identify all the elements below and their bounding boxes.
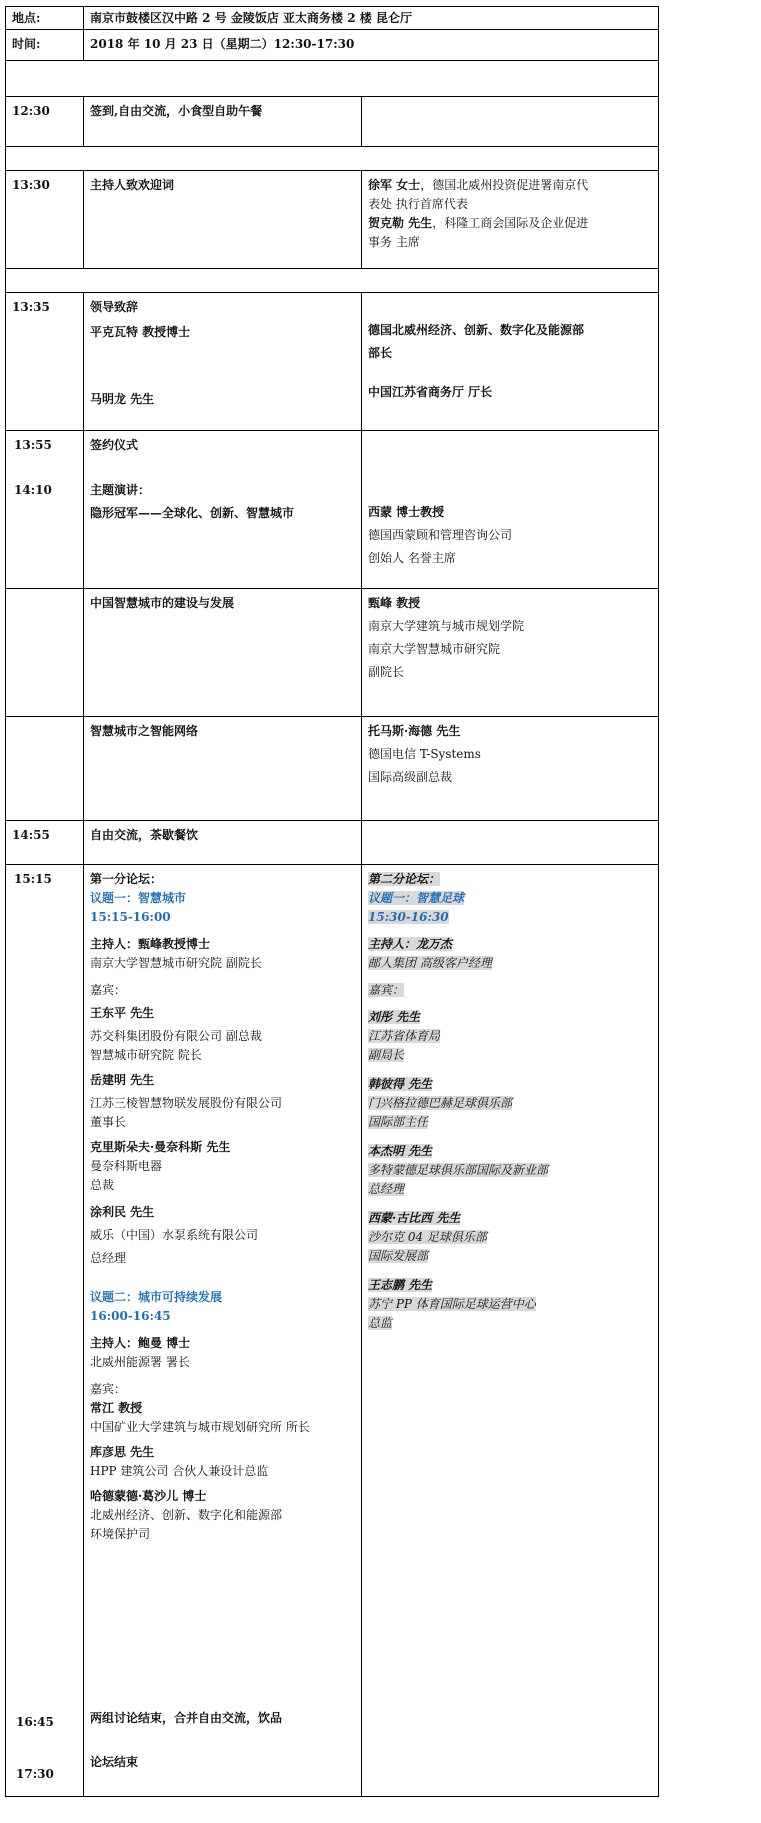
- item-cell: 主持人致欢迎词: [84, 171, 362, 269]
- agenda-row-smart-network: [6, 717, 659, 821]
- item-title: 签约仪式: [90, 438, 139, 452]
- time-value: 13:55: [14, 438, 52, 452]
- person-desc: 表处 执行首席代表: [368, 197, 468, 211]
- person-cell: [362, 171, 659, 269]
- person-desc: 事务 主席: [368, 235, 420, 249]
- item-cell: 智慧城市之智能网络: [84, 717, 362, 821]
- host2-name: 主持人：鲍曼 博士: [90, 1336, 191, 1350]
- person-cell: [362, 97, 659, 147]
- item-cell: [84, 431, 362, 589]
- person-cell: [362, 821, 659, 865]
- time-cell: [6, 865, 84, 1797]
- guest-name: 刘彤 先生: [368, 1010, 421, 1024]
- forum2-host: 主持人：龙万杰: [368, 937, 453, 951]
- guest-name: 涂利民 先生: [90, 1205, 155, 1219]
- guest-name: 王志鹏 先生: [368, 1278, 433, 1292]
- topic2-title: 议题二：城市可持续发展: [90, 1290, 223, 1304]
- speaker-role: 部长: [368, 346, 393, 360]
- time-cell: [6, 431, 84, 589]
- guest-desc: 国际发展部: [368, 1249, 429, 1263]
- guest-desc: 总监: [368, 1316, 393, 1330]
- location-value: 南京市鼓楼区汉中路 2 号 金陵饭店 亚太商务楼 2 楼 昆仑厅: [84, 7, 659, 30]
- time-label: 时间:: [6, 30, 84, 61]
- host1-desc: 南京大学智慧城市研究院 副院长: [90, 956, 262, 970]
- guests1-label: 嘉宾：: [90, 983, 127, 997]
- speaker-name: 马明龙 先生: [90, 392, 155, 406]
- item-cell: [84, 293, 362, 431]
- agenda-row-1455: [6, 821, 659, 865]
- forum2-host-desc: 邮人集团 高级客户经理: [368, 956, 492, 970]
- closing-discussion: 两组讨论结束，合并自由交流，饮品: [90, 1711, 283, 1725]
- guest-name: 王东平 先生: [90, 1006, 155, 1020]
- guest-desc: 中国矿业大学建筑与城市规划研究所 所长: [90, 1420, 310, 1434]
- time-cell: 13:30: [6, 171, 84, 269]
- guest-desc: 董事长: [90, 1115, 127, 1129]
- spacer-row: [6, 61, 659, 97]
- guest-desc: 北威州经济、创新、数字化和能源部: [90, 1508, 283, 1522]
- location-label: 地点:: [6, 7, 84, 30]
- person-cell: [362, 431, 659, 589]
- person-name: 西蒙 博士教授: [368, 505, 445, 519]
- topic1-title: 议题一：智慧城市: [90, 891, 187, 905]
- item-cell: 签到,自由交流，小食型自助午餐: [84, 97, 362, 147]
- item-title: 主题演讲：: [90, 483, 151, 497]
- item-title: 隐形冠军——全球化、创新、智慧城市: [90, 506, 295, 520]
- speaker-role: 德国北威州经济、创新、数字化及能源部: [368, 323, 585, 337]
- time-value: 17:30: [16, 1767, 54, 1781]
- person-desc: 南京大学智慧城市研究院: [368, 642, 501, 656]
- speaker-name: 平克瓦特 教授博士: [90, 325, 191, 339]
- time-value: 14:10: [14, 483, 52, 497]
- guest-desc: 门兴格拉德巴赫足球俱乐部: [368, 1096, 513, 1110]
- host1-name: 主持人：甄峰教授博士: [90, 937, 211, 951]
- guest-name: 岳建明 先生: [90, 1073, 155, 1087]
- guest-desc: 苏宁 PP 体育国际足球运营中心: [368, 1297, 536, 1311]
- guest-desc: 总经理: [90, 1251, 127, 1265]
- guest-desc: 沙尔克 04 足球俱乐部: [368, 1230, 487, 1244]
- time-row: [6, 30, 659, 61]
- agenda-row-1355: [6, 431, 659, 589]
- time-value: 15:15: [14, 872, 52, 886]
- time-value: 2018 年 10 月 23 日（星期二）12:30-17:30: [84, 30, 659, 61]
- time-cell: 13:35: [6, 293, 84, 431]
- agenda-row-1335: [6, 293, 659, 431]
- guest-desc: 威乐（中国）水泵系统有限公司: [90, 1228, 259, 1242]
- forum2-cell: [362, 865, 659, 1797]
- topic2-time: 16:00-16:45: [90, 1309, 171, 1323]
- person-cell: [362, 717, 659, 821]
- person-desc: 德国西蒙顾和管理咨询公司: [368, 528, 513, 542]
- person-desc: 德国电信 T-Systems: [368, 747, 481, 761]
- guest-desc: 江苏三棱智慧物联发展股份有限公司: [90, 1096, 283, 1110]
- guest-name: 韩彼得 先生: [368, 1077, 433, 1091]
- agenda-row-1230: [6, 97, 659, 147]
- guest-desc: 江苏省体育局: [368, 1029, 441, 1043]
- item-cell: 自由交流，茶歇餐饮: [84, 821, 362, 865]
- time-value: 16:45: [16, 1715, 54, 1729]
- guests2-label: 嘉宾：: [90, 1382, 127, 1396]
- person-cell: [362, 293, 659, 431]
- guest-name: 本杰明 先生: [368, 1144, 433, 1158]
- guest-desc: 环境保护司: [90, 1527, 151, 1541]
- forum2-topic: 议题一：智慧足球: [368, 891, 465, 905]
- spacer-row: [6, 147, 659, 171]
- topic1-time: 15:15-16:00: [90, 910, 171, 924]
- time-cell: 12:30: [6, 97, 84, 147]
- location-row: [6, 7, 659, 30]
- person-desc: 南京大学建筑与城市规划学院: [368, 619, 525, 633]
- time-cell: [6, 717, 84, 821]
- guest-desc: 国际部主任: [368, 1115, 429, 1129]
- person-name: 甄峰 教授: [368, 596, 421, 610]
- guest-desc: 苏交科集团股份有限公司 副总裁: [90, 1029, 262, 1043]
- guest-desc: 曼奈科斯电器: [90, 1159, 163, 1173]
- guest-desc: 智慧城市研究院 院长: [90, 1048, 202, 1062]
- item-cell: 中国智慧城市的建设与发展: [84, 589, 362, 717]
- person-desc: ，科隆工商会国际及企业促进: [432, 216, 589, 230]
- guest-desc: 副局长: [368, 1048, 405, 1062]
- person-name: 徐军 女士: [368, 178, 421, 192]
- person-name: 贺克勒 先生: [368, 216, 433, 230]
- guest-desc: HPP 建筑公司 合伙人兼设计总监: [90, 1464, 269, 1478]
- guest-desc: 总经理: [368, 1182, 405, 1196]
- person-name: 托马斯·海德 先生: [368, 724, 461, 738]
- forum1-title: 第一分论坛：: [90, 872, 163, 886]
- agenda-row-1515: [6, 865, 659, 1797]
- forum2-title: 第二分论坛：: [368, 872, 441, 886]
- time-cell: 14:55: [6, 821, 84, 865]
- guest-desc: 多特蒙德足球俱乐部国际及新业部: [368, 1163, 549, 1177]
- guest-name: 库彦思 先生: [90, 1445, 155, 1459]
- person-desc: 国际高级副总裁: [368, 770, 453, 784]
- guest-name: 西蒙·古比西 先生: [368, 1211, 461, 1225]
- forum2-guests-label: 嘉宾：: [368, 983, 405, 997]
- forum2-topic-time: 15:30-16:30: [368, 910, 449, 924]
- forum-end: 论坛结束: [90, 1755, 139, 1769]
- person-desc: ，德国北威州投资促进署南京代: [420, 178, 589, 192]
- forum1-cell: [84, 865, 362, 1797]
- item-title: 领导致辞: [90, 300, 139, 314]
- agenda-row-1330: [6, 171, 659, 269]
- guest-name: 克里斯朵夫·曼奈科斯 先生: [90, 1140, 231, 1154]
- person-desc: 创始人 名誉主席: [368, 551, 456, 565]
- agenda-table: [5, 6, 659, 1797]
- guest-desc: 总裁: [90, 1178, 115, 1192]
- host2-desc: 北威州能源署 署长: [90, 1355, 190, 1369]
- guest-name: 哈德蒙德·葛沙儿 博士: [90, 1489, 207, 1503]
- agenda-row-smart-city: [6, 589, 659, 717]
- person-desc: 副院长: [368, 665, 405, 679]
- speaker-role: 中国江苏省商务厅 厅长: [368, 385, 493, 399]
- time-cell: [6, 589, 84, 717]
- person-cell: [362, 589, 659, 717]
- guest-name: 常江 教授: [90, 1401, 143, 1415]
- spacer-row: [6, 269, 659, 293]
